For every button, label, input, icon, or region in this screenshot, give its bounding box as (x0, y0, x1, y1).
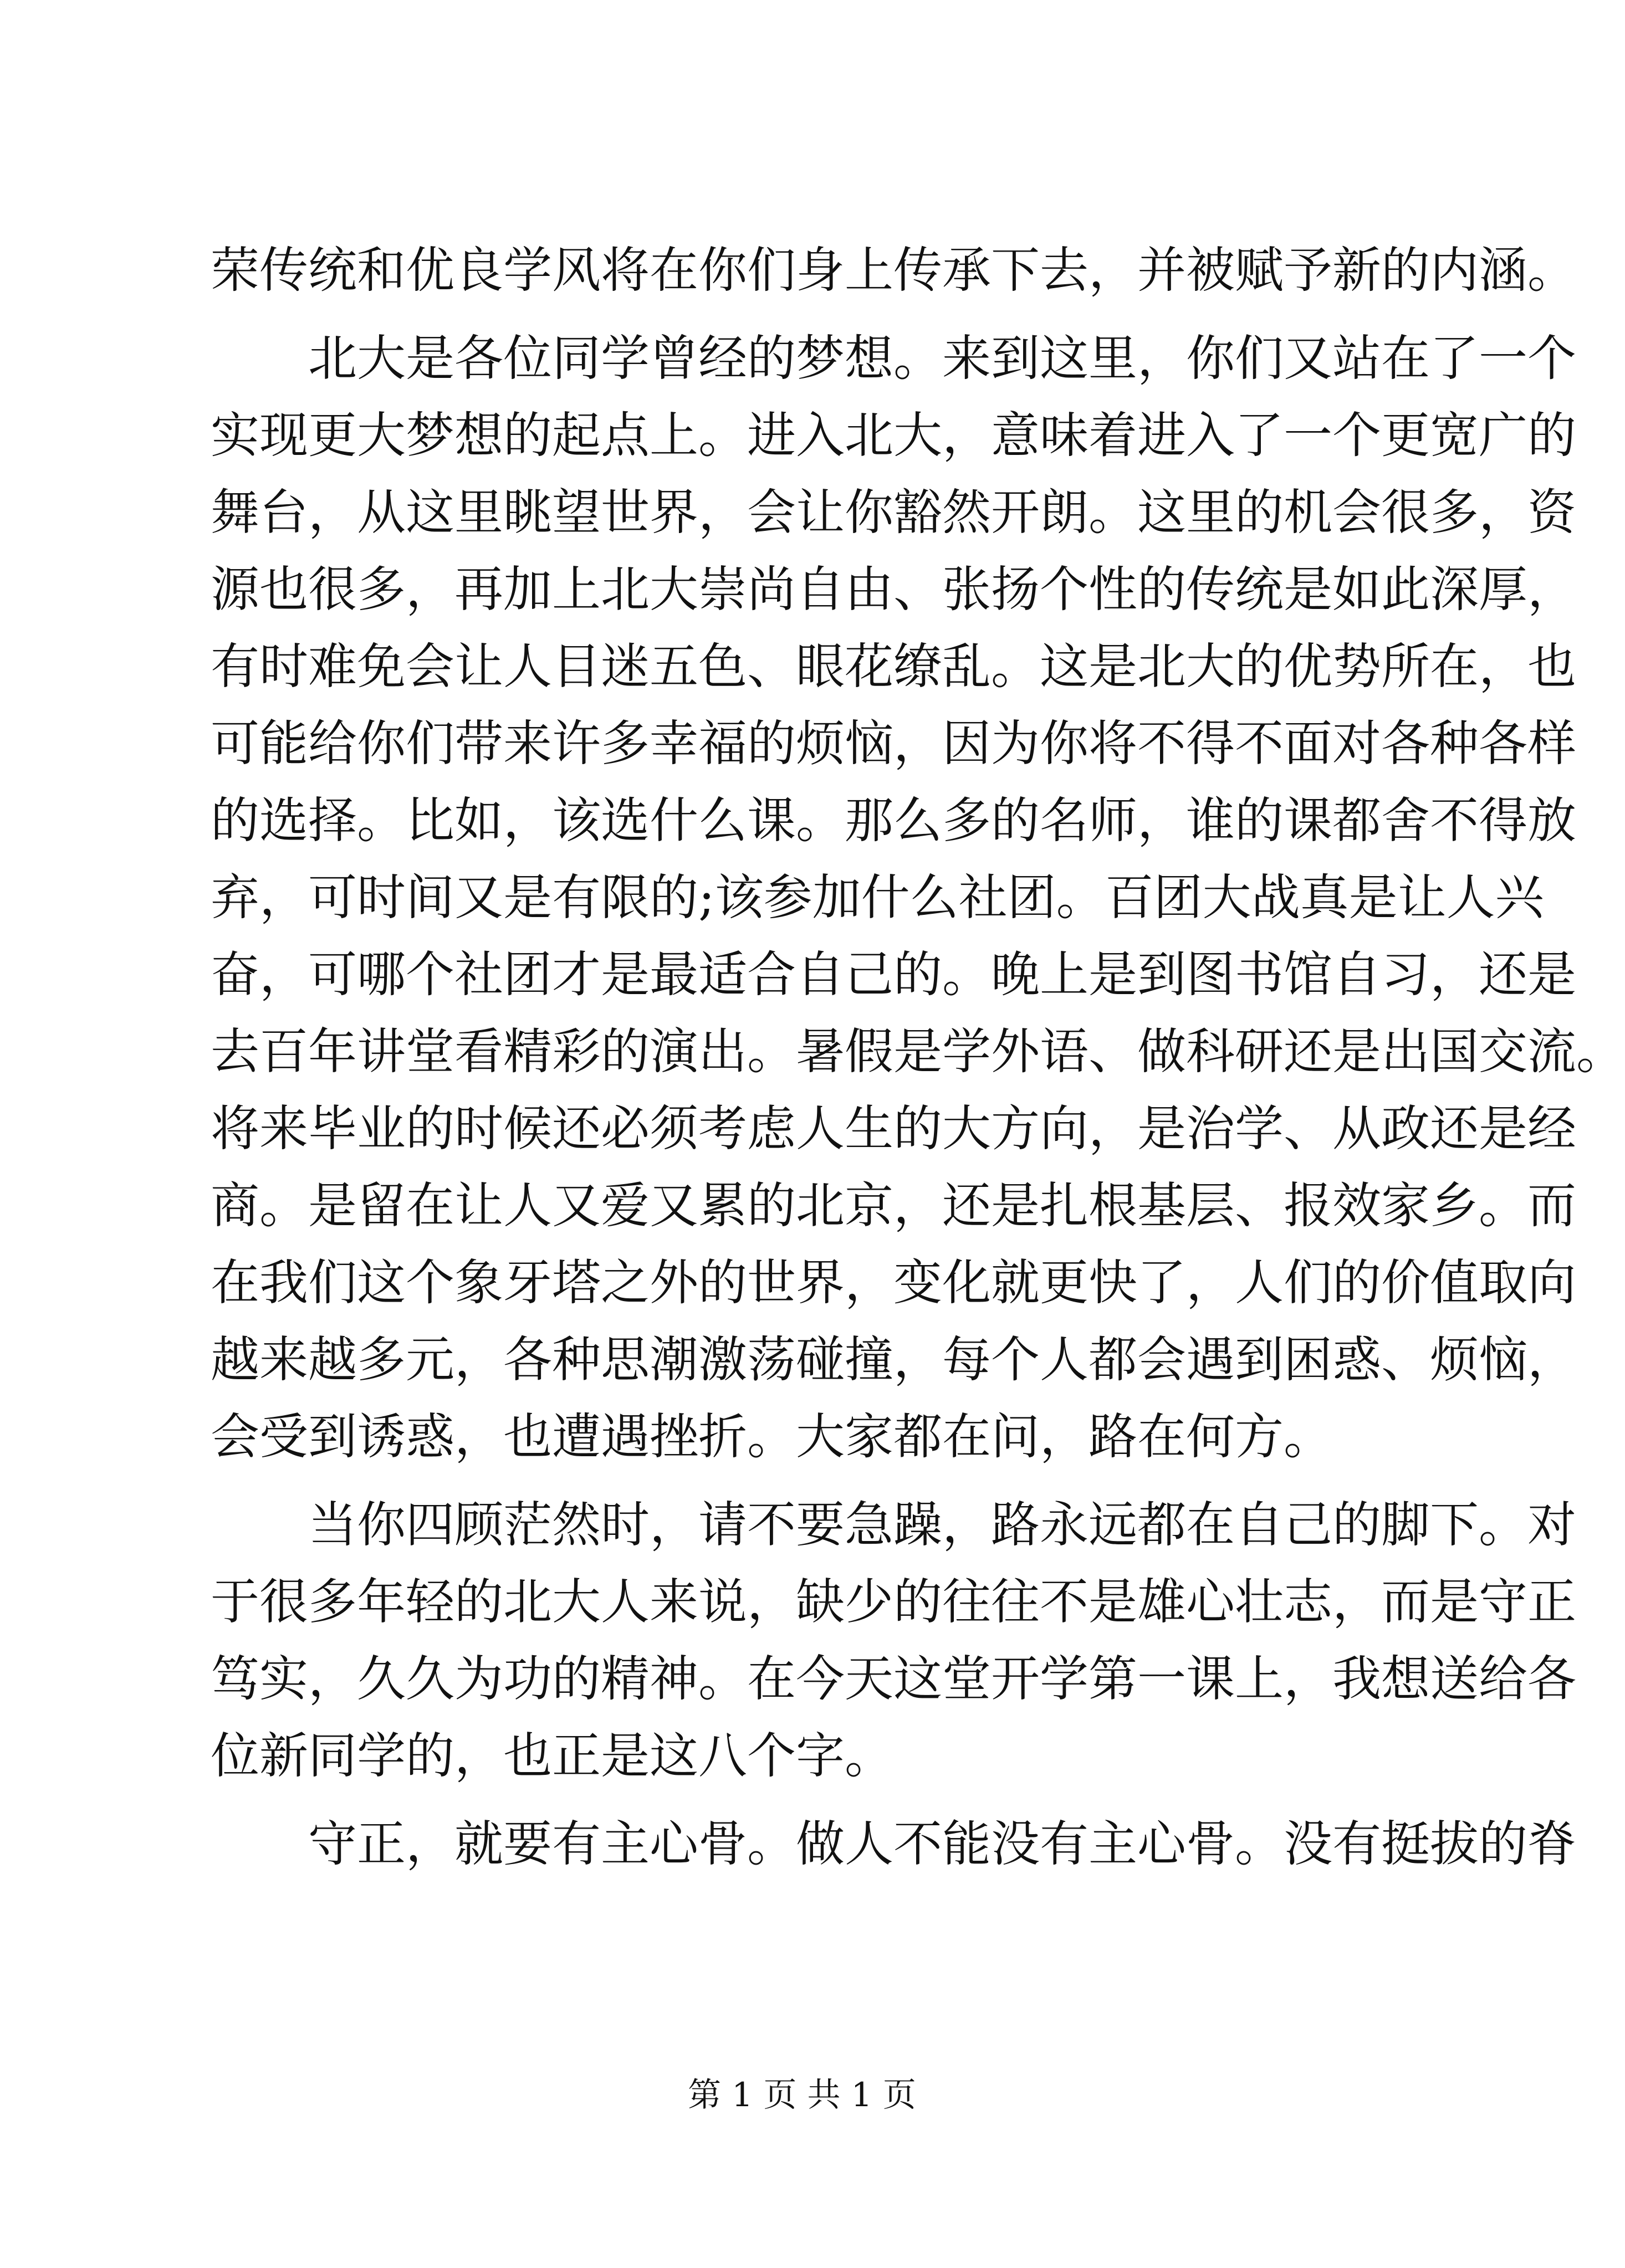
document-body (211, 232, 1625, 1882)
paragraph-gap (211, 1794, 1408, 1805)
text-line: 于很多年轻的北大人来说，缺少的往往不是雄心壮志，而是守正 (211, 1573, 1577, 1630)
text-line: 笃实，久久为功的精神。在今天这堂开学第一课上，我想送给各 (211, 1650, 1577, 1707)
text-line: 在我们这个象牙塔之外的世界，变化就更快了，人们的价值取向 (211, 1254, 1577, 1311)
text-line: 可能给你们带来许多幸福的烦恼，因为你将不得不面对各种各样 (211, 715, 1577, 772)
text-line: 北大是各位同学曾经的梦想。来到这里，你们又站在了一个 (308, 330, 1577, 387)
text-line: 弃，可时间又是有限的;该参加什么社团。百团大战真是让人兴 (211, 869, 1544, 926)
paragraph-gap (211, 309, 1408, 320)
text-line: 荣传统和优良学风将在你们身上传承下去，并被赋予新的内涵。 (211, 242, 1577, 299)
text-line: 的选择。比如，该选什么课。那么多的名师，谁的课都舍不得放 (211, 792, 1577, 849)
text-line: 源也很多，再加上北大崇尚自由、张扬个性的传统是如此深厚， (211, 561, 1577, 618)
text-line: 商。是留在让人又爱又累的北京，还是扎根基层、报效家乡。而 (211, 1177, 1577, 1234)
text-line: 去百年讲堂看精彩的演出。暑假是学外语、做科研还是出国交流。 (211, 1023, 1625, 1080)
text-line: 会受到诱惑，也遭遇挫折。大家都在问，路在何方。 (211, 1408, 1333, 1465)
text-line: 当你四顾茫然时，请不要急躁，路永远都在自己的脚下。对 (308, 1496, 1577, 1553)
text-line: 守正，就要有主心骨。做人不能没有主心骨。没有挺拔的脊 (308, 1815, 1577, 1872)
text-line: 越来越多元，各种思潮激荡碰撞，每个人都会遇到困惑、烦恼， (211, 1331, 1577, 1388)
page-footer: 第 1 页 共 1 页 (688, 2076, 916, 2115)
text-line: 奋，可哪个社团才是最适合自己的。晚上是到图书馆自习，还是 (211, 946, 1577, 1003)
text-line: 实现更大梦想的起点上。进入北大，意味着进入了一个更宽广的 (211, 407, 1577, 464)
paragraph (211, 1805, 1577, 1882)
paragraph (211, 232, 1577, 309)
paragraph (211, 320, 1625, 1475)
paragraph-gap (211, 1475, 1408, 1486)
text-line: 舞台，从这里眺望世界，会让你豁然开朗。这里的机会很多，资 (211, 484, 1577, 541)
text-line: 有时难免会让人目迷五色、眼花缭乱。这是北大的优势所在，也 (211, 638, 1577, 695)
text-line: 位新同学的，也正是这八个字。 (211, 1727, 894, 1784)
text-line: 将来毕业的时候还必须考虑人生的大方向，是治学、从政还是经 (211, 1100, 1577, 1157)
paragraph (211, 1486, 1577, 1794)
